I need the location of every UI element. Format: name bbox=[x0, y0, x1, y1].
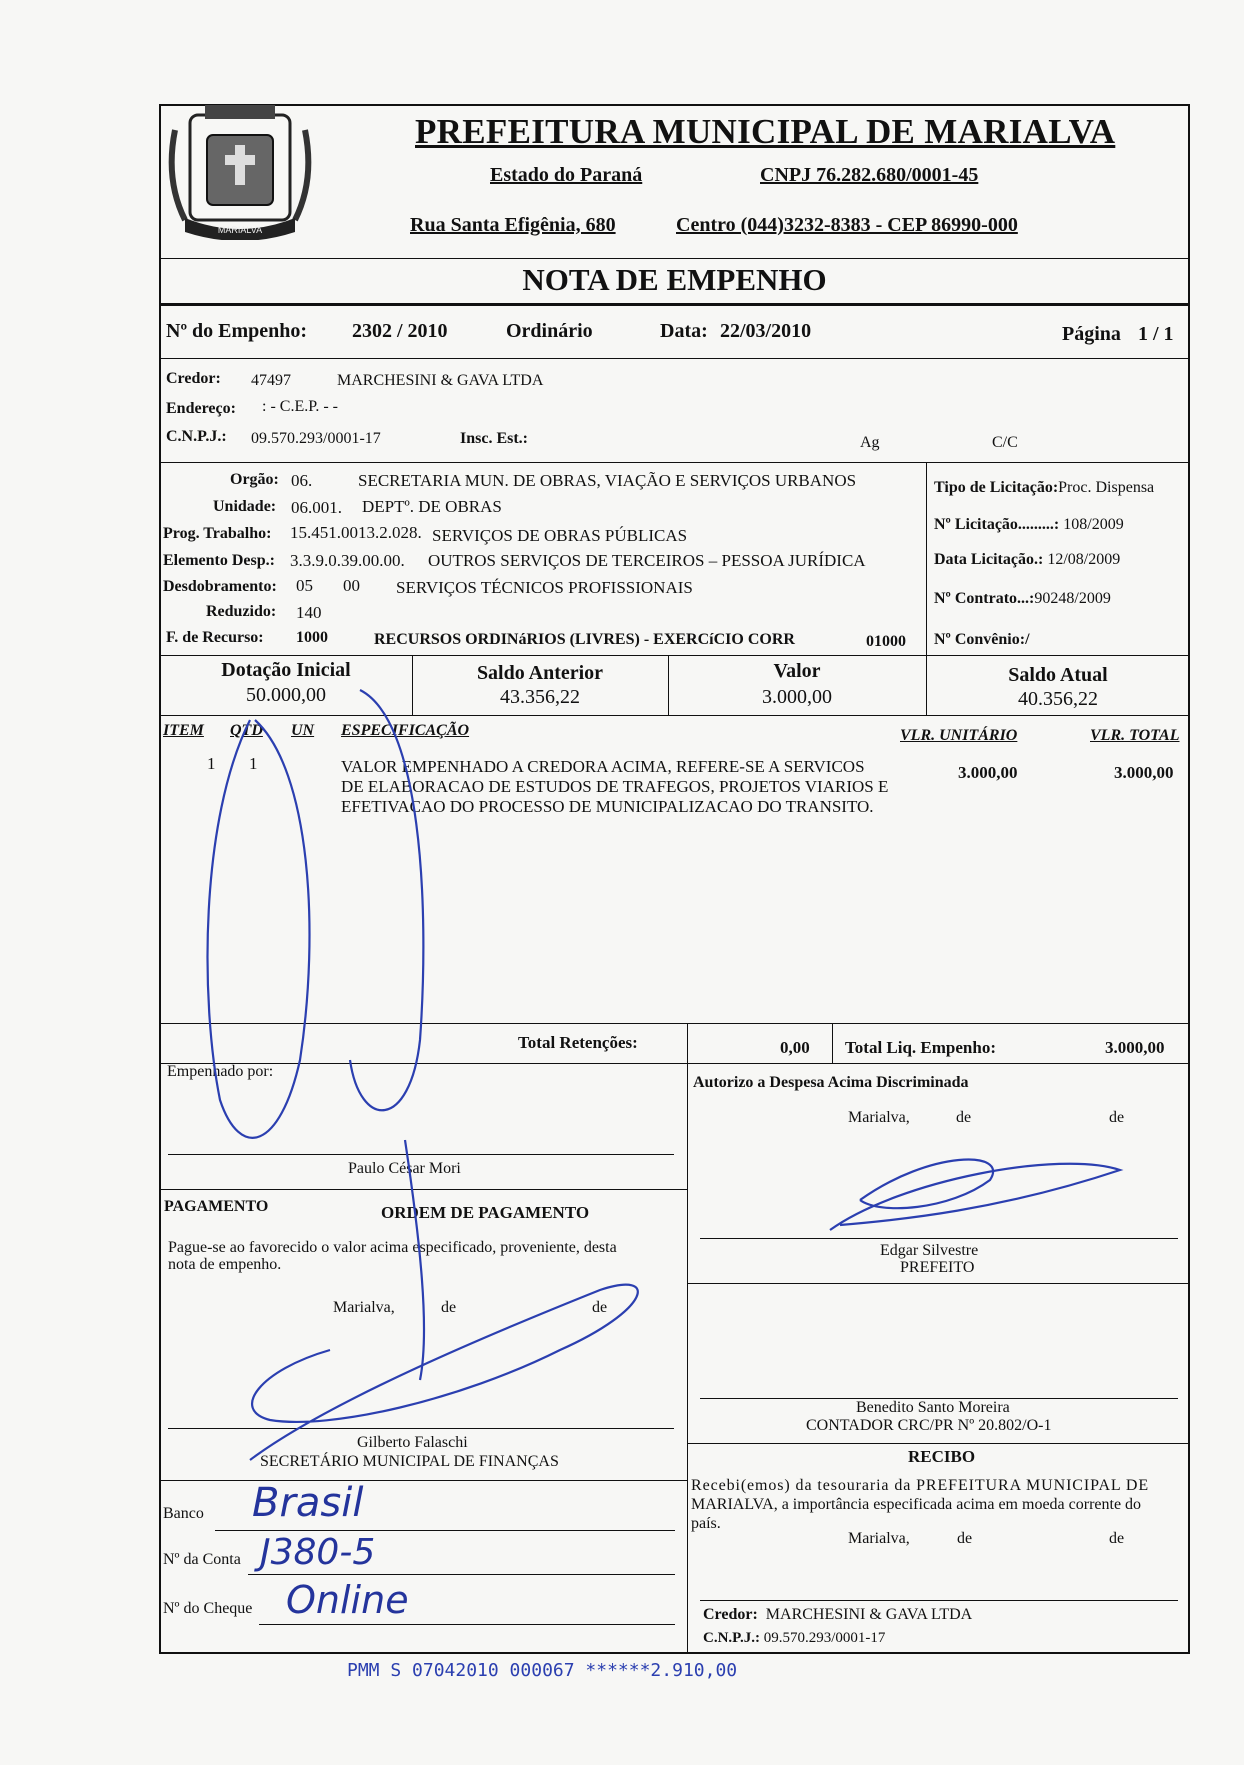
reduzido-label: Reduzido: bbox=[206, 603, 277, 620]
credor-name: MARCHESINI & GAVA LTDA bbox=[337, 372, 544, 389]
cheque-label: Nº do Cheque bbox=[163, 1600, 253, 1617]
credor-cnpj: 09.570.293/0001-17 bbox=[251, 430, 381, 447]
orgao-label: Orgão: bbox=[230, 471, 279, 488]
desdobramento-label: Desdobramento: bbox=[163, 578, 277, 595]
item-number: 1 bbox=[207, 754, 216, 773]
recibo-place: Marialva, bbox=[848, 1530, 910, 1547]
valor-value: 3.000,00 bbox=[762, 686, 832, 708]
conta-value: J380-5 bbox=[260, 1532, 376, 1573]
address-value: : - C.E.P. - - bbox=[262, 398, 338, 415]
saldo-anterior-label: Saldo Anterior bbox=[476, 662, 604, 684]
orgao-code: 06. bbox=[291, 471, 313, 490]
prefeito-signature bbox=[830, 1160, 1120, 1230]
col-vlr-unitario: VLR. UNITÁRIO bbox=[900, 727, 1018, 744]
autorizo-de2: de bbox=[1109, 1109, 1125, 1126]
insc-est-label: Insc. Est.: bbox=[460, 430, 529, 447]
dotacao-inicial-label: Dotação Inicial bbox=[221, 659, 351, 681]
saldo-atual-value: 40.356,22 bbox=[1018, 688, 1098, 710]
orgao-desc: SECRETARIA MUN. DE OBRAS, VIAÇÃO E SERVIÇOS URBANOS bbox=[358, 471, 857, 490]
recurso-label: F. de Recurso: bbox=[166, 629, 264, 646]
contrato-label: Nº Contrato...: bbox=[934, 590, 1035, 607]
pen-loop-left bbox=[208, 720, 310, 1138]
svg-text:MARIALVA: MARIALVA bbox=[217, 225, 263, 235]
prog-code: 15.451.0013.2.028. bbox=[290, 523, 422, 542]
recibo-cnpj-label: C.N.P.J.: bbox=[703, 1630, 760, 1646]
col-item: ITEM bbox=[163, 722, 204, 739]
tipo-licitacao-label: Tipo de Licitação: bbox=[934, 479, 1059, 496]
saldo-anterior-value: 43.356,22 bbox=[500, 686, 580, 708]
prog-desc: SERVIÇOS DE OBRAS PÚBLICAS bbox=[432, 526, 688, 545]
pague-text-line1: Pague-se ao favorecido o valor acima especificado, proveniente, desta bbox=[168, 1239, 617, 1256]
recurso-code: 1000 bbox=[296, 629, 328, 646]
desdobramento-desc: SERVIÇOS TÉCNICOS PROFISSIONAIS bbox=[396, 578, 693, 597]
banco-label: Banco bbox=[163, 1505, 204, 1522]
ordem-stroke bbox=[405, 1140, 424, 1380]
prefeito-title: PREFEITO bbox=[900, 1259, 975, 1276]
num-licitacao-value: 108/2009 bbox=[1063, 516, 1124, 533]
municipality-contact: Centro (044)3232-8383 - CEP 86990-000 bbox=[676, 214, 1018, 236]
empenho-date-label: Data: bbox=[660, 320, 708, 342]
item-spec-line1: VALOR EMPENHADO A CREDORA ACIMA, REFERE-SE A SERVICOS bbox=[341, 757, 865, 776]
empenhado-por-label: Empenhado por: bbox=[167, 1063, 274, 1080]
credor-label: Credor: bbox=[166, 370, 221, 387]
item-spec-line3: EFETIVACAO DO PROCESSO DE MUNICIPALIZACAO DO TRANSITO. bbox=[341, 797, 874, 816]
recibo-credor-value: MARCHESINI & GAVA LTDA bbox=[765, 1606, 973, 1623]
col-un: UN bbox=[291, 722, 315, 739]
saldo-atual-label: Saldo Atual bbox=[1008, 664, 1108, 686]
desdobramento-code2: 00 bbox=[343, 576, 360, 595]
recibo-text-line2: MARIALVA, a importância especificada acima em moeda corrente do bbox=[691, 1496, 1142, 1513]
pagamento-place: Marialva, bbox=[333, 1299, 395, 1316]
desdobramento-code1: 05 bbox=[296, 576, 313, 595]
pagamento-de2: de bbox=[592, 1299, 608, 1316]
autorizo-text: Autorizo a Despesa Acima Discriminada bbox=[693, 1074, 969, 1091]
item-unit-value: 3.000,00 bbox=[958, 763, 1018, 782]
unidade-code: 06.001. bbox=[291, 498, 342, 517]
conta-label: Nº da Conta bbox=[163, 1551, 241, 1568]
municipality-title: PREFEITURA MUNICIPAL DE MARIALVA bbox=[415, 112, 1116, 151]
col-qtd: QTD bbox=[230, 722, 263, 739]
financas-name: Gilberto Falaschi bbox=[357, 1434, 468, 1451]
recibo-cnpj-value: 09.570.293/0001-17 bbox=[763, 1630, 886, 1646]
item-spec-line2: DE ELABORACAO DE ESTUDOS DE TRAFEGOS, PROJETOS VIARIOS E bbox=[341, 777, 889, 796]
credor-code: 47497 bbox=[251, 372, 291, 389]
item-qtd: 1 bbox=[249, 754, 258, 773]
pagamento-de1: de bbox=[441, 1299, 457, 1316]
num-licitacao-label: Nº Licitação.........: bbox=[934, 516, 1060, 533]
credor-cnpj-label: C.N.P.J.: bbox=[166, 428, 227, 445]
empenho-date: 22/03/2010 bbox=[720, 320, 812, 342]
payment-stamp: PMM S 07042010 000067 ******2.910,00 bbox=[347, 1660, 738, 1681]
ordem-pagamento-label: ORDEM DE PAGAMENTO bbox=[381, 1203, 590, 1222]
account-label: C/C bbox=[992, 434, 1018, 451]
document-title: NOTA DE EMPENHO bbox=[522, 262, 827, 297]
col-vlr-total: VLR. TOTAL bbox=[1090, 727, 1180, 744]
prog-label: Prog. Trabalho: bbox=[163, 525, 272, 542]
pagamento-label: PAGAMENTO bbox=[164, 1198, 269, 1215]
municipality-cnpj: CNPJ 76.282.680/0001-45 bbox=[760, 164, 979, 186]
total-retencoes-label: Total Retenções: bbox=[518, 1033, 638, 1052]
recibo-de1: de bbox=[957, 1530, 973, 1547]
convenio-label: Nº Convênio:/ bbox=[934, 631, 1030, 648]
contrato-value: 90248/2009 bbox=[1034, 590, 1111, 607]
col-especificacao: ESPECIFICAÇÃO bbox=[341, 722, 470, 739]
item-total-value: 3.000,00 bbox=[1114, 763, 1174, 782]
valor-label: Valor bbox=[773, 660, 821, 682]
recibo-credor-label: Credor: bbox=[703, 1606, 758, 1623]
elemento-desc: OUTROS SERVIÇOS DE TERCEIROS – PESSOA JURÍDICA bbox=[428, 551, 866, 570]
data-licitacao-value: 12/08/2009 bbox=[1047, 551, 1121, 568]
recibo-text-line3: país. bbox=[691, 1515, 721, 1532]
empenho-number-label: Nº do Empenho: bbox=[166, 320, 308, 342]
address-label: Endereço: bbox=[166, 400, 236, 417]
recibo-text-line1: Recebi(emos) da tesouraria da PREFEITURA MUNICIPAL DE bbox=[691, 1477, 1150, 1494]
reduzido-code: 140 bbox=[296, 603, 322, 622]
financas-title: SECRETÁRIO MUNICIPAL DE FINANÇAS bbox=[260, 1453, 559, 1470]
empenho-number: 2302 / 2010 bbox=[352, 320, 448, 342]
data-licitacao-label: Data Licitação.: bbox=[934, 551, 1044, 568]
agency-label: Ag bbox=[860, 434, 880, 451]
recurso-code2: 01000 bbox=[866, 633, 906, 650]
financas-signature bbox=[250, 1285, 638, 1460]
elemento-label: Elemento Desp.: bbox=[163, 552, 275, 569]
contador-title: CONTADOR CRC/PR Nº 20.802/O-1 bbox=[806, 1417, 1052, 1434]
pague-text-line2: nota de empenho. bbox=[168, 1256, 282, 1273]
empenhado-name: Paulo César Mori bbox=[348, 1160, 461, 1177]
total-retencoes-value: 0,00 bbox=[780, 1038, 810, 1057]
total-liq-value: 3.000,00 bbox=[1105, 1038, 1165, 1057]
recibo-de2: de bbox=[1109, 1530, 1125, 1547]
prefeito-name: Edgar Silvestre bbox=[880, 1242, 979, 1259]
total-liq-label: Total Liq. Empenho: bbox=[845, 1038, 996, 1057]
unidade-label: Unidade: bbox=[213, 498, 277, 515]
banco-value: Brasil bbox=[252, 1480, 364, 1526]
cheque-value: Online bbox=[286, 1578, 409, 1622]
page-label: Página bbox=[1062, 323, 1121, 345]
page-number: 1 / 1 bbox=[1138, 323, 1174, 345]
dotacao-inicial-value: 50.000,00 bbox=[246, 684, 326, 706]
recibo-label: RECIBO bbox=[908, 1447, 976, 1466]
empenho-type: Ordinário bbox=[506, 320, 593, 342]
state-name: Estado do Paraná bbox=[490, 164, 643, 186]
contador-name: Benedito Santo Moreira bbox=[856, 1399, 1010, 1416]
autorizo-de1: de bbox=[956, 1109, 972, 1126]
tipo-licitacao-value: Proc. Dispensa bbox=[1058, 479, 1155, 496]
recurso-desc: RECURSOS ORDINáRIOS (LIVRES) - EXERCíCIO CORR bbox=[374, 631, 795, 648]
unidade-desc: DEPTº. DE OBRAS bbox=[362, 497, 502, 516]
municipality-address: Rua Santa Efigênia, 680 bbox=[410, 214, 616, 236]
pen-loop-right bbox=[350, 690, 423, 1110]
autorizo-place: Marialva, bbox=[848, 1109, 910, 1126]
elemento-code: 3.3.9.0.39.00.00. bbox=[290, 551, 405, 570]
